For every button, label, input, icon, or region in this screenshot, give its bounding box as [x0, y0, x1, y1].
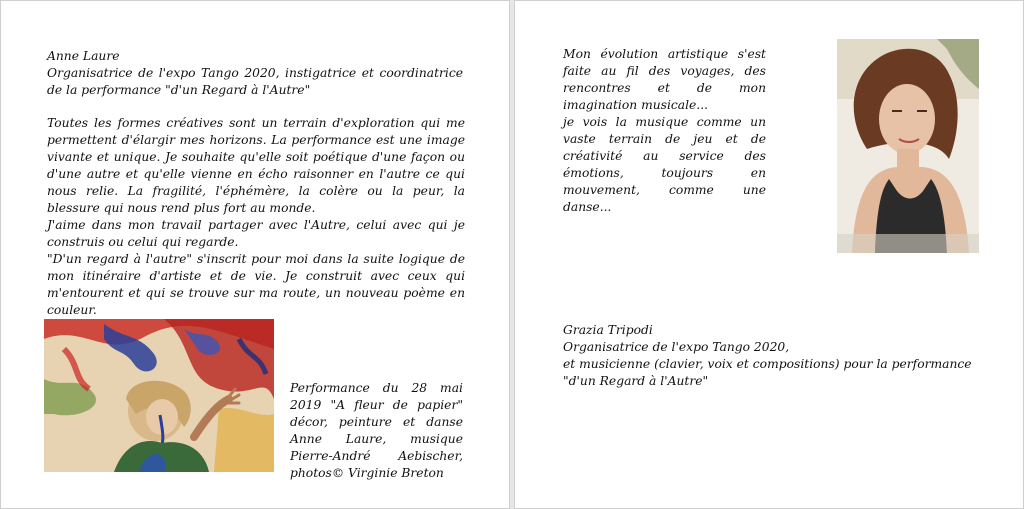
- left-header: [47, 48, 463, 99]
- musician-name: Grazia Tripodi: [563, 323, 653, 337]
- performance-photo: [44, 319, 274, 472]
- left-body-text: [47, 115, 465, 319]
- musician-role-line1: Organisatrice de l'expo Tango 2020,: [563, 340, 790, 354]
- portrait-photo-art: [837, 39, 979, 253]
- portrait-photo: [837, 39, 979, 253]
- body-paragraph: "D'un regard à l'autre" s'inscrit pour moi dans la suite logique de mon itinéraire d'artiste et de vie. Je construit avec ceux qui m'entourent et qui se trouve sur ma route, un nouveau poème en couleur.: [47, 252, 465, 317]
- body-paragraph: J'aime dans mon travail partager avec l'Autre, celui avec qui je construis ou celui qui regarde.: [47, 218, 465, 249]
- artist-name: Anne Laure: [47, 49, 120, 63]
- performance-photo-art: [44, 319, 274, 472]
- artist-role: Organisatrice de l'expo Tango 2020, instigatrice et coordinatrice de la performance "d'un Regard à l'Autre": [47, 66, 463, 97]
- evolution-paragraph: Mon évolution artistique s'est faite au fil des voyages, des rencontres et de mon imagination musicale...: [563, 47, 766, 112]
- right-bottom-text: [563, 322, 983, 390]
- right-top-text: [563, 46, 766, 216]
- left-page: [0, 0, 510, 509]
- photo-caption: Performance du 28 mai 2019 "A fleur de papier" décor, peinture et danse Anne Laure, musique Pierre-André Aebischer, photos© Virginie Breton: [290, 381, 463, 480]
- musician-role-line2: et musicienne (clavier, voix et compositions) pour la performance "d'un Regard à l'Autre": [563, 357, 972, 388]
- body-paragraph: Toutes les formes créatives sont un terrain d'exploration qui me permettent d'élargir mes horizons. La performance est une image vivante et unique. Je souhaite qu'elle soit poétique d'une façon ou d'une autre et qu'elle vienne en écho raisonner en l'autre ce qui nous relie. La fragilité, l'éphémère, la colère ou la peur, la blessure qui nous rend plus fort au monde.: [47, 116, 465, 215]
- music-paragraph: je vois la musique comme un vaste terrain de jeu et de créativité au service des émotions, toujours en mouvement, comme une danse...: [563, 115, 766, 214]
